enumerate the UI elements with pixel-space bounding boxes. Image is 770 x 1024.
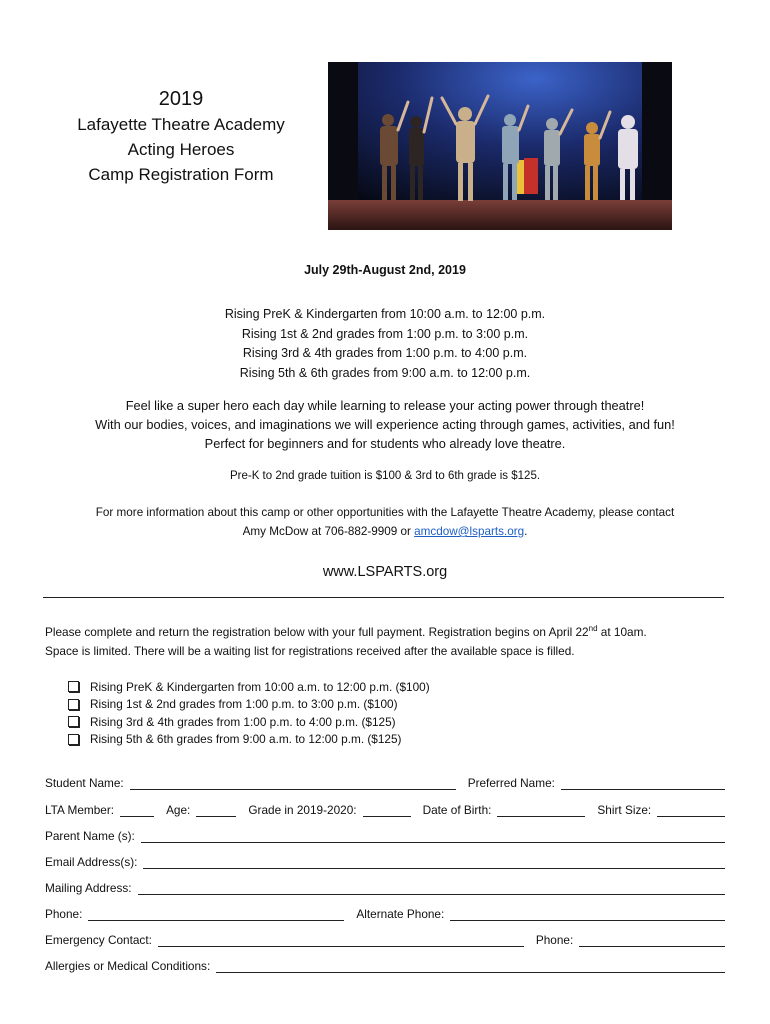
option-label: Rising 1st & 2nd grades from 1:00 p.m. to 3:00 p.m. ($100)	[90, 697, 398, 712]
lta-member-field[interactable]	[120, 804, 154, 817]
alternate-phone-label: Alternate Phone:	[356, 907, 445, 921]
notice-line-2: Space is limited. There will be a waiting list for registrations received after the available space is filled.	[45, 644, 575, 659]
age-field[interactable]	[196, 804, 236, 817]
title-line-3: Camp Registration Form	[88, 165, 274, 184]
session-options	[68, 678, 430, 748]
lta-member-label: LTA Member:	[45, 803, 115, 817]
shirt-size-field[interactable]	[657, 804, 725, 817]
phone-label: Phone:	[45, 907, 83, 921]
preferred-name-field[interactable]	[561, 777, 725, 790]
form-row-member	[45, 799, 725, 817]
preferred-name-label: Preferred Name:	[467, 776, 555, 790]
contact-line-2	[0, 522, 770, 541]
option-label: Rising 5th & 6th grades from 9:00 a.m. to 12:00 p.m. ($125)	[90, 732, 402, 747]
form-row-mailing	[45, 877, 725, 895]
student-name-label: Student Name:	[45, 776, 124, 790]
grade-field[interactable]	[363, 804, 411, 817]
tuition-text: Pre-K to 2nd grade tuition is $100 & 3rd to 6th grade is $125.	[229, 470, 541, 482]
notice-ordinal: nd	[588, 624, 598, 633]
session-option[interactable]	[68, 696, 430, 714]
shirt-size-label: Shirt Size:	[597, 803, 652, 817]
form-row-phone	[45, 903, 725, 921]
form-year: 2019	[158, 88, 204, 110]
intro-line: With our bodies, voices, and imaginations we will experience acting through games, activities, and fun!	[95, 417, 675, 432]
session-item: Rising 5th & 6th grades from 9:00 a.m. to 12:00 p.m.	[239, 365, 531, 380]
dob-field[interactable]	[497, 804, 585, 817]
emergency-phone-field[interactable]	[579, 934, 725, 947]
camp-dates: July 29th-August 2nd, 2019	[304, 263, 466, 277]
contact-line-1: For more information about this camp or other opportunities with the Lafayette Theatre Academy, please contact	[95, 506, 675, 519]
parent-name-field[interactable]	[141, 830, 725, 843]
contact-email-link[interactable]: amcdow@lsparts.org	[414, 525, 525, 538]
form-row-parent	[45, 825, 725, 843]
alternate-phone-field[interactable]	[450, 908, 725, 921]
session-option[interactable]	[68, 713, 430, 731]
grade-label: Grade in 2019-2020:	[248, 803, 357, 817]
allergies-label: Allergies or Medical Conditions:	[45, 959, 211, 973]
session-item: Rising PreK & Kindergarten from 10:00 a.m. to 12:00 p.m.	[224, 307, 546, 321]
contact-text	[0, 503, 770, 541]
intro-line: Perfect for beginners and for students who already love theatre.	[204, 436, 566, 451]
title-line-2: Acting Heroes	[127, 140, 235, 159]
session-option[interactable]	[68, 731, 430, 749]
mailing-address-field[interactable]	[138, 882, 725, 895]
notice-line-1	[45, 619, 735, 642]
intro-line: Feel like a super hero each day while learning to release your acting power through theatre!	[125, 398, 645, 413]
parent-name-label: Parent Name (s):	[45, 829, 135, 843]
stage-photo-image	[328, 62, 672, 230]
phone-field[interactable]	[88, 908, 344, 921]
session-item: Rising 3rd & 4th grades from 1:00 p.m. to 4:00 p.m.	[242, 346, 528, 360]
title-line-1: Lafayette Theatre Academy	[77, 115, 285, 134]
mailing-address-label: Mailing Address:	[45, 881, 132, 895]
session-list	[0, 305, 770, 383]
emergency-phone-label: Phone:	[535, 933, 574, 947]
notice-line-1-end: at 10am.	[597, 624, 647, 639]
emergency-contact-label: Emergency Contact:	[45, 933, 152, 947]
dob-label: Date of Birth:	[422, 803, 492, 817]
contact-name-phone: Amy McDow at 706-882-9909 or	[242, 525, 415, 538]
notice-line-1-text: Please complete and return the registration below with your full payment. Registration begins on April 22	[45, 624, 589, 639]
session-item: Rising 1st & 2nd grades from 1:00 p.m. to 3:00 p.m.	[241, 326, 529, 341]
form-row-email	[45, 851, 725, 869]
checkbox-icon[interactable]	[68, 681, 79, 692]
age-label: Age:	[166, 803, 191, 817]
form-row-student	[45, 772, 725, 790]
title-block	[40, 86, 322, 187]
intro-text	[0, 396, 770, 453]
student-name-field[interactable]	[130, 777, 456, 790]
allergies-field[interactable]	[216, 960, 725, 973]
checkbox-icon[interactable]	[68, 716, 79, 727]
contact-suffix: .	[524, 525, 528, 538]
checkbox-icon[interactable]	[68, 699, 79, 710]
form-row-allergies	[45, 955, 725, 973]
registration-notice	[45, 619, 735, 662]
section-divider	[43, 597, 724, 598]
email-label: Email Address(s):	[45, 855, 138, 869]
option-label: Rising 3rd & 4th grades from 1:00 p.m. to 4:00 p.m. ($125)	[90, 714, 396, 729]
stage-photo	[328, 62, 672, 230]
option-label: Rising PreK & Kindergarten from 10:00 a.m. to 12:00 p.m. ($100)	[90, 679, 430, 694]
emergency-contact-field[interactable]	[158, 934, 524, 947]
form-row-emergency	[45, 929, 725, 947]
website-url: www.LSPARTS.org	[322, 564, 448, 580]
session-option[interactable]	[68, 678, 430, 696]
checkbox-icon[interactable]	[68, 734, 79, 745]
email-field[interactable]	[143, 856, 725, 869]
